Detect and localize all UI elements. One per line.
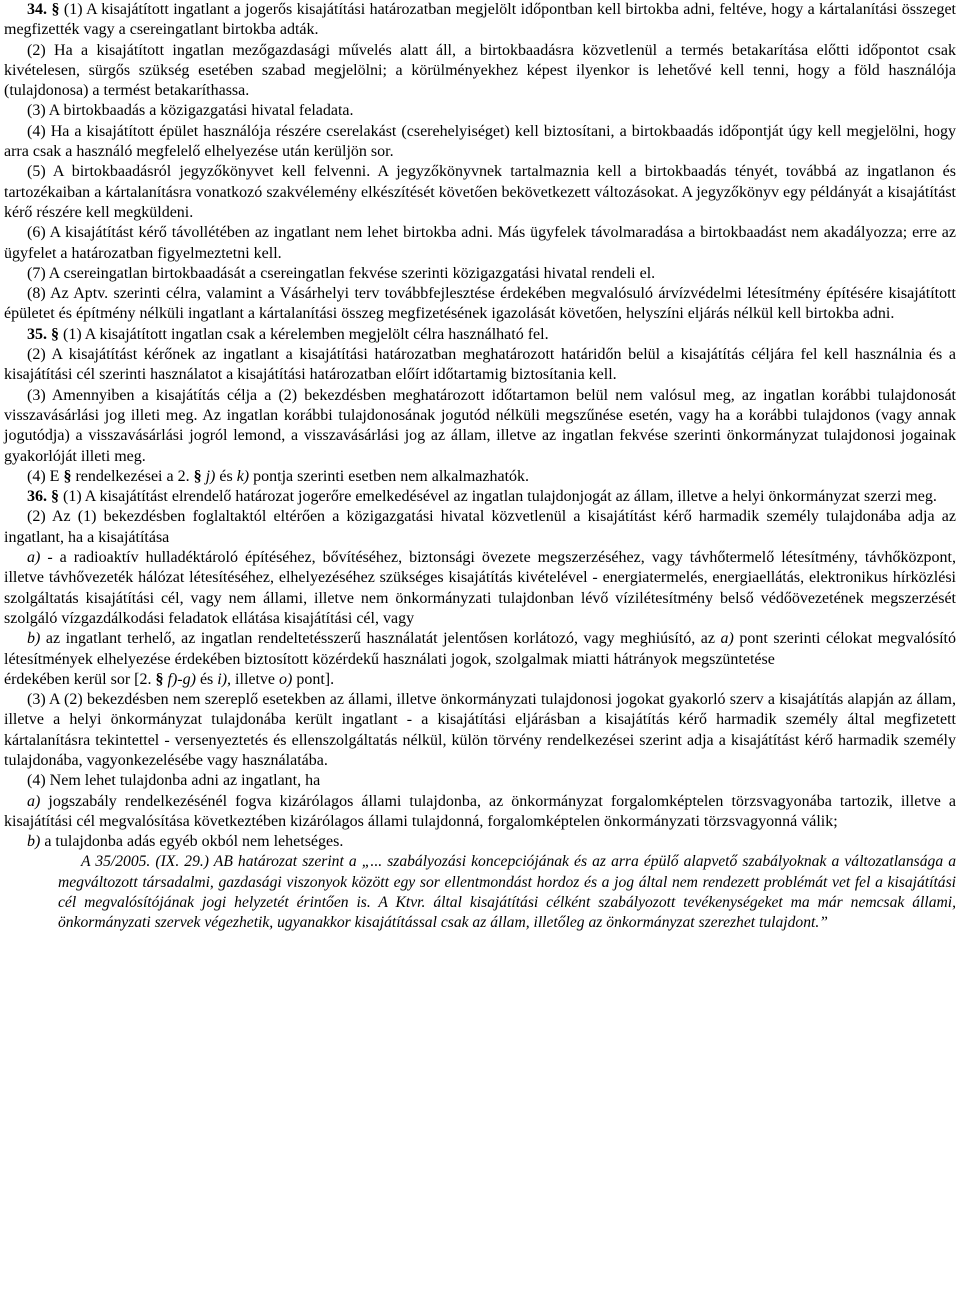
- point-reference: j): [205, 467, 216, 485]
- point-reference: a): [720, 630, 734, 648]
- section-sign: §: [51, 488, 59, 506]
- section-sign: §: [155, 670, 164, 688]
- text-run: rendelkezései a 2.: [71, 467, 194, 485]
- paragraph-36-4-a: [4, 792, 956, 833]
- text-run: (1) A kisajátított ingatlant a jogerős kisajátítási határozatban megjelölt időpontban kell birtokba adni, feltéve, hogy a kártalanítási összeget megfizették vagy a csereingatlant birtokba adták.: [4, 1, 957, 39]
- text-run: (8) Az Aptv. szerinti célra, valamint a Vásárhelyi terv továbbfejlesztése érdekében megvalósuló árvízvédelmi létesítmény építésére kisajátított épületet és építmény nélküli ingatlant a kártalanítási összeg megfizetésének igazolását követően, helyszíni eljárás nélkül kell birtokba adni.: [4, 285, 956, 323]
- text-run: a tulajdonba adás egyéb okból nem lehetséges.: [40, 833, 344, 851]
- paragraph-34-8: [4, 284, 956, 325]
- paragraph-36-3: [4, 690, 956, 771]
- paragraph-36-4-b: [4, 832, 956, 852]
- paragraph-36-4: [4, 771, 956, 791]
- section-number: 35.: [27, 325, 47, 343]
- constitutional-court-quote: A 35/2005. (IX. 29.) AB határozat szerint a „... szabályozási koncepciójának és az arra épülő alapvető szabályoknak a változatlansága a megváltozott társadalmi, gazdasági viszonyok között egy sor ellentmondást hordoz és a jog által nem rendezett problémát vet fel a kisajátítási cél megvalósítójának jogi helyzetét érintően is. A Ktvr. által kisajátítási célként szabályozott tevékenységeket ma már nemcsak állami, önkormányzati szervek végezhetik, ugyanakkor kisajátítással csak az állam, illetőleg az önkormányzat szerezhet tulajdont.”: [58, 853, 956, 932]
- paragraph-34-2: [4, 41, 956, 102]
- text-run: (6) A kisajátítást kérő távollétében az ingatlant nem lehet birtokba adni. Más ügyfelek távolmaradása a birtokbaadást nem akadályozza; erre az ügyfelet a határozatban figyelmeztetni kell.: [4, 224, 956, 262]
- text-run: (4) Ha a kisajátított épület használója részére cserelakást (cserehelyiséget) kell biztosítani, a birtokbaadás időpontját úgy kell megjelölni, hogy arra csak a használó megfelelő elhelyezése után kerüljön sor.: [4, 122, 956, 161]
- section-sign: §: [51, 1, 60, 18]
- section-number: 34.: [27, 1, 47, 18]
- section-sign: §: [193, 467, 202, 485]
- text-run: (2) Ha a kisajátított ingatlan mezőgazdasági művelés alatt áll, a birtokbaadásra közvetlenül a termés betakarítása előtti időpontot csak kivételesen, sürgős szükség esetében szabad megjelölni; a körülményekhez képest ilyenkor is lehetővé kell tenni, hogy a föld használója (tulajdonosa) a termést betakaríthassa.: [4, 41, 956, 100]
- paragraph-36-2-a: [4, 548, 956, 629]
- section-sign: §: [51, 325, 59, 343]
- text-run: az ingatlant terhelő, az ingatlan rendeltetésszerű használatát jelentősen korlátozó, vagy meghiúsító, az: [40, 630, 721, 648]
- point-reference: b): [27, 630, 41, 648]
- text-run: pontja szerinti esetben nem alkalmazhatók.: [249, 467, 530, 485]
- point-reference: b): [27, 833, 41, 851]
- text-run: (7) A csereingatlan birtokbaadását a csereingatlan fekvése szerinti közigazgatási hivatal rendeli el.: [27, 264, 656, 282]
- text-run: (3) Amennyiben a kisajátítás célja a (2) bekezdésben meghatározott időtartamon belül nem valósul meg, az ingatlan korábbi tulajdonosát visszavásárlási jog illeti meg. Az ingatlan korábbi tulajdonosának jogutód nélküli megszűnése esetén, vagy ha a korábbi tulajdonos (vagy annak jogutódja) a visszavásárlási jogról lemond, a visszavásárlási jog az állam, illetve az ingatlan fekvése szerinti önkormányzat tulajdonosi jogainak gyakorlóját illeti meg.: [4, 386, 956, 465]
- paragraph-34-5: [4, 162, 956, 223]
- text-run: jogszabály rendelkezésénél fogva kizárólagos állami tulajdonba, az önkormányzat forgalomképtelen törzsvagyonába tartozik, illetve a kisajátítási cél megvalósítása következtében kizárólagos állami tulajdonná, forgalomképtelen önkormányzati törzsvagyonná válik;: [4, 792, 956, 830]
- paragraph-35-3: [4, 386, 956, 467]
- paragraph-34-1: [4, 0, 956, 41]
- text-run: (2) Az (1) bekezdésben foglaltaktól eltérően a közigazgatási hivatal közvetlenül a kisajátítást kérő harmadik személy tulajdonába adja az ingatlant, ha a kisajátítása: [4, 508, 956, 546]
- text-run: és: [215, 467, 237, 485]
- paragraph-35-4: [4, 467, 956, 487]
- point-reference: a): [27, 549, 41, 567]
- paragraph-35-1: [4, 325, 956, 345]
- text-run: és: [195, 670, 218, 688]
- text-run: illetve: [231, 670, 280, 688]
- text-run: pont].: [292, 670, 335, 688]
- point-reference: k): [236, 467, 250, 485]
- text-run: érdekében kerül sor [2.: [4, 670, 156, 688]
- point-reference: a): [27, 792, 41, 810]
- text-run: (4) Nem lehet tulajdonba adni az ingatlant, ha: [27, 772, 321, 790]
- paragraph-34-6: [4, 223, 956, 264]
- text-run: (3) A birtokbaadás a közigazgatási hivatal feladata.: [27, 102, 354, 120]
- paragraph-36-2-continuation: [4, 670, 956, 690]
- point-reference: i),: [217, 670, 232, 688]
- paragraph-36-1: [4, 487, 956, 507]
- paragraph-35-2: [4, 345, 956, 386]
- text-run: (3) A (2) bekezdésben nem szereplő esetekben az állami, illetve önkormányzati tulajdonosi jogokat gyakorló szerv a kisajátítás alapján az állam, illetve a helyi önkormányzat tulajdonába került ingatlant - a kisajátítási eljárásban a kisajátítás kérő harmadik személy által megfizetett kártalanításra tekintettel - versenyeztetés és ellenszolgáltatás nélkül, külön törvény rendelkezései szerint adja a kisajátítást kérő harmadik személy tulajdonába, vagyonkezelésébe vagy használatába.: [4, 691, 956, 769]
- point-reference: f)-g): [167, 670, 196, 688]
- paragraph-36-2-b: [4, 629, 956, 670]
- paragraph-34-7: [4, 264, 956, 284]
- text-run: - a radioaktív hulladéktároló építéséhez, bővítéséhez, biztonsági övezete megszerzéséhez, vagy távhőtermelő létesítmény, távhőközpont, illetve távhővezeték hálózat létesítéséhez, elhelyezéséhez szükséges kisajátítás kivételével - energiatermelés, energiaellátás, elektronikus hírközlési szolgáltatás kisajátítási cél, vagy nem állami, illetve nem önkormányzati tulajdonban lévő vízilétesítmény belső védőövezetének megszerzését szolgáló vízgazdálkodási feladatok ellátása kisajátítási cél, vagy: [4, 549, 956, 627]
- paragraph-34-4: [4, 122, 956, 163]
- section-sign: §: [63, 467, 72, 485]
- text-run: (5) A birtokbaadásról jegyzőkönyvet kell felvenni. A jegyzőkönyvnek tartalmaznia kell a birtokbaadás tényét, továbbá az ingatlanon és tartozékaiban a kártalanításra vonatkozó szakvélemény elkészítését követően bekövetkezett változásokat. A jegyzőkönyv egy példányát a kisajátítást kérő részére kell megküldeni.: [4, 163, 956, 221]
- text-run: (4) E: [27, 467, 64, 485]
- paragraph-36-2: [4, 507, 956, 548]
- section-number: 36.: [27, 488, 47, 506]
- paragraph-34-3: [4, 101, 956, 121]
- text-run: (1) A kisajátított ingatlan csak a kérelemben megjelölt célra használható fel.: [59, 325, 549, 343]
- text-run: pont szerinti célokat megvalósító létesítmények elhelyezése érdekében biztosított közérdekű használati jogok, szolgalmak miatti hátrányok megszüntetése: [4, 630, 956, 668]
- point-reference: o): [279, 670, 293, 688]
- text-run: (2) A kisajátítást kérőnek az ingatlant a kisajátítási határozatban meghatározott határidőn belül a kisajátítás céljára fel kell használnia és a kisajátítási cél szerinti használatot a kisajátítási határozatban előírt időtartamig biztosítania kell.: [4, 346, 956, 384]
- text-run: (1) A kisajátítást elrendelő határozat jogerőre emelkedésével az ingatlan tulajdonjogát az állam, illetve a helyi önkormányzat szerzi meg.: [59, 488, 937, 506]
